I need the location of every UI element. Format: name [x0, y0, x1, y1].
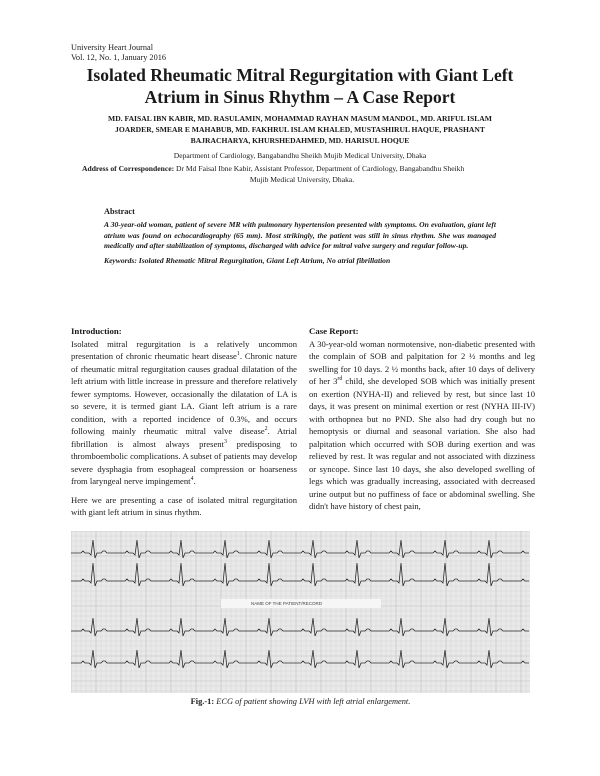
article-title-line1: Isolated Rheumatic Mitral Regurgitation with Giant Left [86, 65, 514, 85]
ecg-strip-image [71, 531, 530, 693]
reference-marker: 1 [236, 351, 240, 358]
intro-text-e: . [193, 476, 196, 486]
case-report-heading: Case Report: [309, 326, 359, 336]
intro-text-c: . Atrial fibrillation is almost always present [71, 426, 297, 449]
journal-issue: Vol. 12, No. 1, January 2016 [71, 52, 167, 62]
intro-text-a: Isolated mitral regurgitation is a relatively uncommon presentation of chronic rheumatic heart disease [71, 338, 297, 361]
journal-header [71, 43, 166, 62]
ecg-strip-label: NAME OF THE PATIENT/RECORD [251, 601, 323, 606]
case-report-column [309, 325, 535, 519]
figure-caption [71, 697, 530, 706]
case-text-b: child, she developed SOB which was initially present on exertion (NYHA-II) and relieved by rest, but since last 10 days, it was present on minimal exertion or rest (NYHA III-IV) with orthopnea but no PND. She also had dry cough but no hemoptysis or diurnal and seasonal variation. She also had palpitation which occurred with SOB during exertion and was relieved by rest. It was regular and not associated with dizziness or syncope. Since last 10 days, she also developed swelling of legs which was gradually increasing, associated with decreased urine output but no puffiness of face or abdominal swelling. She didn't have history of chest pain, [309, 376, 535, 511]
introduction-heading: Introduction: [71, 326, 122, 336]
article-title [40, 64, 560, 108]
correspondence-line2: Mujib Medical University, Dhaka. [249, 174, 355, 184]
case-report-paragraph [309, 338, 535, 513]
article-title-line2: Atrium in Sinus Rhythm – A Case Report [144, 87, 456, 107]
author-list: MD. FAISAL IBN KABIR, MD. RASULAMIN, MOHAMMAD RAYHAN MASUM MANDOL, MD. ARIFUL ISLAM JOARDER, SMEAR E MAHABUB, MD. FAKHRUL ISLAM KHALED, MUSTASHIRUL HAQUE, PRASHANT BAJRACHARYA, KHURSHEDAHMED, MD. HARISUL HOQUE [108, 114, 492, 145]
case-text-a: A 30-year-old woman normotensive, non-diabetic presented with the complain of SOB and palpitation for 2 ½ months and leg swelling for 10 days. 2 ½ months back, after 10 days of delivery of her 3 [309, 338, 535, 386]
ordinal-suffix: rd [337, 376, 343, 383]
correspondence [82, 164, 522, 185]
reference-marker: 3 [223, 438, 227, 445]
reference-marker: 2 [264, 426, 268, 433]
department: Department of Cardiology, Bangabandhu Sheikh Mujib Medical University, Dhaka [173, 151, 427, 160]
abstract-block [104, 207, 496, 267]
ecg-trace-line [71, 618, 529, 636]
intro-text-d: predisposing to thromboembolic complications. A subset of patients may develop severe dysphagia from esophageal compression or hoarseness from laryngeal nerve impingement [71, 438, 297, 486]
introduction-paragraph-2: Here we are presenting a case of isolated mitral regurgitation with giant left atrium in sinus rhythm. [71, 494, 297, 517]
reference-marker: 4 [190, 476, 194, 483]
correspondence-label: Address of Correspondence: [82, 164, 175, 173]
figure-caption-text: ECG of patient showing LVH with left atrial enlargement. [216, 697, 411, 706]
introduction-paragraph-1 [71, 338, 297, 488]
abstract-heading: Abstract [104, 207, 135, 216]
keywords: Keywords: Isolated Rhematic Mitral Regurgitation, Giant Left Atrium, No atrial fibrillation [104, 256, 391, 266]
intro-text-b: . Chronic nature of rheumatic mitral regurgitation causes gradual dilatation of the left atrium with little increase in pressure and therefore relatively fewer symptoms. However, occasionally the dilatation of LA is so severe, it is termed giant LA. Giant left atrium is a rare condition, with a reported incidence of 0.3%, and occurs following mainly rheumatic mitral valve disease [71, 351, 297, 436]
ecg-trace-line [71, 650, 529, 668]
correspondence-line1: Dr Md Faisal Ibne Kabir, Assistant Professor, Department of Cardiology, Bangabandhu Sheikh [176, 164, 465, 173]
abstract-body: A 30-year-old woman, patient of severe MR with pulmonary hypertension presented with symptoms. On evaluation, giant left atrium was found on echocardiography (65 mm). Most strikingly, the patient was still in sinus rhythm. She was managed medically and after stabilization of symptoms, discharged with advice for mitral valve surgery and regular follow-up. [104, 219, 496, 251]
ecg-trace-line [71, 563, 529, 586]
ecg-trace-line [71, 540, 529, 558]
journal-name: University Heart Journal [71, 43, 154, 52]
ecg-figure [71, 531, 530, 693]
figure-label: Fig.-1: [190, 697, 215, 706]
introduction-column [71, 325, 297, 525]
